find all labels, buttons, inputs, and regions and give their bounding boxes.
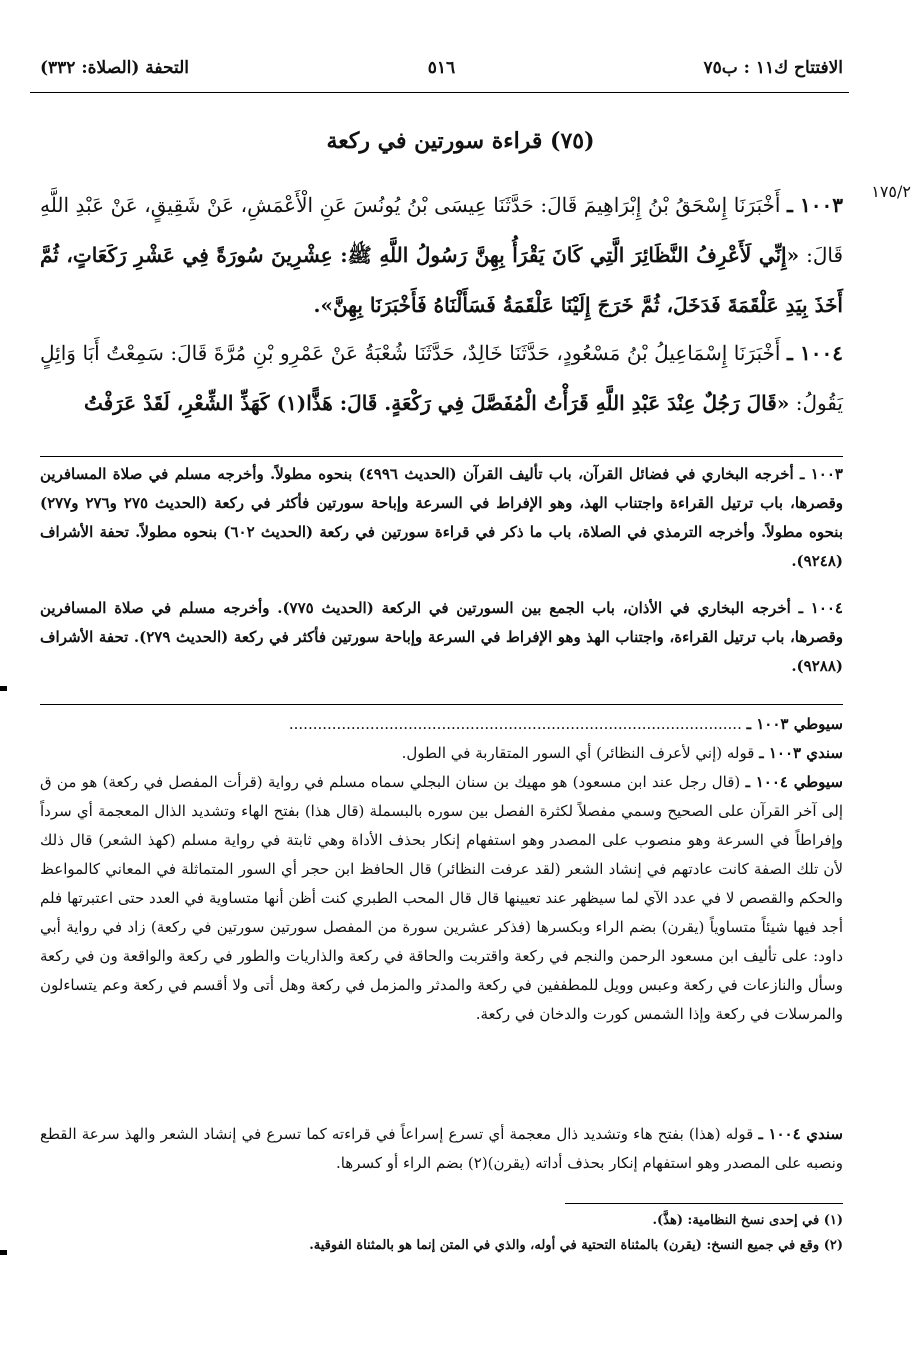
commentary-suyuti-1003 xyxy=(40,710,843,739)
footnote-2: (٢) وقع في جميع النسخ: (يقرن) بالمثناة التحتية في أوله، والذي في المتن إنما هو بالمثناة الفوقية. xyxy=(309,1238,843,1253)
header-section-ref: الافتتاح ك١١ : ب٧٥ xyxy=(703,58,843,78)
note-text: ١٠٠٣ ـ أخرجه البخاري في فضائل القرآن، باب تأليف القرآن (الحديث ٤٩٩٦) بنحوه مطولاً. وأخرجه مسلم في صلاة المسافرين وقصرها، باب ترتيل القراءة واجتناب الهذ، وهو الإفراط في السرعة وإباحة سورتين فأكثر في ركعة (الحديث ٢٧٥ و٢٧٦ و٢٧٧) بنحوه مطولاً. وأخرجه الترمذي في الصلاة، باب ما ذكر في قراءة سورتين في ركعة (الحديث ٦٠٢) بنحوه مطولاً. تحفة الأشراف (٩٢٤٨). xyxy=(40,465,844,570)
running-header xyxy=(40,58,843,92)
commentary-divider xyxy=(40,704,843,705)
hadith-matn: «قَالَ رَجُلٌ عِنْدَ عَبْدِ اللَّهِ قَرَأْتُ الْمُفَصَّلَ فِي رَكْعَةٍ. قَالَ: هَذًّا(١) كَهَذِّ الشِّعْرِ، لَقَدْ عَرَفْتُ xyxy=(83,391,790,415)
footnote-divider xyxy=(565,1203,843,1204)
commentary-label: سندي ١٠٠٣ ـ xyxy=(759,744,843,762)
commentary-label: سيوطي ١٠٠٣ ـ xyxy=(746,715,843,733)
commentary-label: سيوطي ١٠٠٤ ـ xyxy=(745,773,843,791)
hadith-1003 xyxy=(40,180,843,330)
hadith-1004 xyxy=(40,328,843,428)
commentary-text: (قال رجل عند ابن مسعود) هو مهيك بن سنان البجلي سماه مسلم في رواية (قرأت المفصل في ركعة) هو من ق إلى آخر القرآن على الصحيح وسمي مفصلاً لكثرة الفصل بين سوره بالبسملة (قال هذا) بفتح الهاء وتشديد الذال المعجمة أي سرداً وإفراطاً في السرعة وهو منصوب على المصدر وهو استفهام إنكار بحذف الأداة وهي ثابتة في رواية مسلم (كهذ الشعر) قال ذلك لأن تلك الصفة كانت عادتهم في إنشاد الشعر (لقد عرفت النظائر) قال الحافظ ابن حجر أي السور المتماثلة في المعاني كالمواعظ والحكم والقصص لا في عدد الآي لما سيظهر عند تعيينها قال قال المحب الطبري كنت أظن أنها متساوية في العدد حتى اعتبرتها فلم أجد فيها شيئاً متساوياً (يقرن) بضم الراء وبكسرها (فذكر عشرين سورة من المفصل سورتين سورتين في ركعة) زاد في رواية أبي داود: على تأليف ابن مسعود الرحمن والنجم في ركعة واقتربت والحاقة في ركعة والذاريات والطور في ركعة والواقعة ون في ركعة وسأل والنازعات في ركعة وعبس وويل للمطففين في ركعة والمدثر والمزمل في ركعة وهل أتى ولا أقسم في ركعة وعم يتساءلون والمرسلات في ركعة وإذا الشمس كورت والدخان في ركعة. xyxy=(40,773,843,1023)
scan-edge-mark xyxy=(0,1250,7,1255)
footnotes xyxy=(40,1208,843,1258)
commentary-sindi-1004 xyxy=(40,1120,843,1178)
footnote-1: (١) في إحدى نسخ النظامية: (هذَّ). xyxy=(652,1213,843,1228)
header-divider xyxy=(30,92,849,93)
margin-reference-number: ١٧٥/٢ xyxy=(871,182,911,201)
header-tuhfa-ref: التحفة (الصلاة: ٣٣٢) xyxy=(40,58,190,78)
takhrij-note-1004 xyxy=(40,594,843,681)
scan-edge-mark xyxy=(0,686,7,691)
commentary-suyuti-1004 xyxy=(40,768,843,1029)
note-text: ١٠٠٤ ـ أخرجه البخاري في الأذان، باب الجمع بين السورتين في الركعة (الحديث ٧٧٥). وأخرجه مسلم في صلاة المسافرين وقصرها، باب ترتيل القراءة، واجتناب الهذ وهو الإفراط في السرعة وإباحة سورتين فأكثر في ركعة (الحديث ٢٧٩). تحفة الأشراف (٩٢٨٨). xyxy=(40,599,843,675)
hadith-isnad: أَخْبَرَنَا إِسْمَاعِيلُ بْنُ مَسْعُودٍ، حَدَّثَنَا خَالِدٌ، حَدَّثَنَا شُعْبَةُ عَنْ عَمْرِو بْنِ مُرَّةَ قَالَ: سَمِعْتُ أَبَا وَائِلٍ يَقُولُ: xyxy=(40,341,843,415)
commentary-label: سندي ١٠٠٤ ـ xyxy=(758,1125,843,1143)
notes-divider xyxy=(40,456,843,457)
page-number: ٥١٦ xyxy=(427,58,456,78)
hadith-number: ١٠٠٣ ـ xyxy=(787,193,844,217)
hadith-number: ١٠٠٤ ـ xyxy=(787,341,844,365)
chapter-title: (٧٥) قراءة سورتين في ركعة xyxy=(326,128,595,154)
commentary-text: قوله (هذا) بفتح هاء وتشديد ذال معجمة أي تسرع إسراعاً في قراءته كما تسرع في إنشاد الشعر والهذ سرعة القطع ونصبه على المصدر وهو استفهام إنكار بحذف أداته (يقرن)(٢) بضم الراء أو كسرها. xyxy=(40,1125,843,1172)
commentary-sindi-1003 xyxy=(40,739,843,768)
takhrij-note-1003 xyxy=(40,460,843,576)
hadith-isnad: أَخْبَرَنَا إِسْحَقُ بْنُ إِبْرَاهِيمَ قَالَ: حَدَّثَنَا عِيسَى بْنُ يُونُسَ عَنِ الْأَعْمَشِ، عَنْ شَقِيقٍ، عَنْ عَبْدِ اللَّهِ قَالَ: xyxy=(40,193,844,267)
commentary-dots: ............................................................................................... xyxy=(288,715,742,733)
commentary-text: قوله (إني لأعرف النظائر) أي السور المتقاربة في الطول. xyxy=(401,744,755,762)
hadith-matn: «إِنِّي لَأَعْرِفُ النَّظَائِرَ الَّتِي كَانَ يَقْرَأُ بِهِنَّ رَسُولُ اللَّهِ ﷺ: عِشْرِينَ سُورَةً فِي عَشْرِ رَكَعَاتٍ، ثُمَّ أَخَذَ بِيَدِ عَلْقَمَةَ فَدَخَلَ، ثُمَّ خَرَجَ إِلَيْنَا عَلْقَمَةُ فَسَأَلْنَاهُ فَأَخْبَرَنَا بِهِنَّ». xyxy=(40,243,843,317)
